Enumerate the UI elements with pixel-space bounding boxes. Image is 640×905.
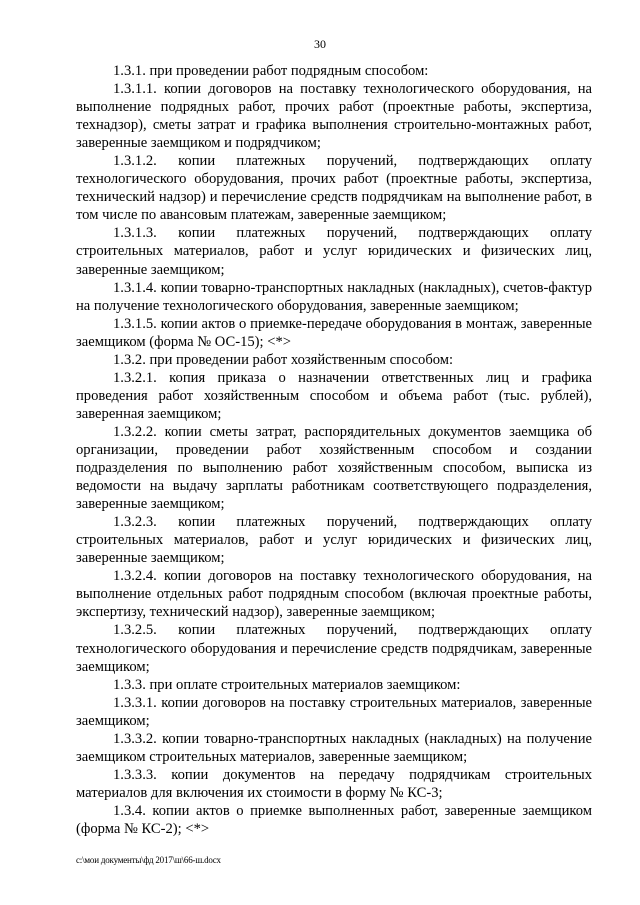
paragraph-1-3-2-5: 1.3.2.5. копии платежных поручений, подтверждающих оплату технологического оборудования и перечисление средств подрядчикам, заверенные заемщиком;	[76, 622, 592, 675]
paragraph-1-3-2-4: 1.3.2.4. копии договоров на поставку технологического оборудования, на выполнение отдельных работ подрядным способом (включая проектные работы, экспертизу, технический надзор), заверенные заемщиком;	[76, 568, 592, 621]
page-number: 30	[314, 37, 326, 51]
paragraph-1-3-3: 1.3.3. при оплате строительных материалов заемщиком:	[113, 676, 461, 693]
paragraph-1-3-1-3: 1.3.1.3. копии платежных поручений, подтверждающих оплату строительных материалов, работ и услуг юридических и физических лиц, заверенные заемщиком;	[76, 225, 592, 278]
paragraph-1-3-3-1: 1.3.3.1. копии договоров на поставку строительных материалов, заверенные заемщиком;	[76, 694, 592, 729]
document-body	[76, 62, 592, 838]
footer-file-path: c:\мои документы\фд 2017\ш\66-ш.docx	[76, 855, 221, 865]
paragraph-1-3-1-4: 1.3.1.4. копии товарно-транспортных накладных (накладных), счетов-фактур на получение технологического оборудования, заверенные заемщиком;	[76, 279, 592, 314]
paragraph-1-3-2-3: 1.3.2.3. копии платежных поручений, подтверждающих оплату строительных материалов, работ и услуг юридических и физических лиц, заверенные заемщиком;	[76, 514, 592, 567]
paragraph-1-3-2-1: 1.3.2.1. копия приказа о назначении ответственных лиц и графика проведения работ хозяйственным способом и объема работ (тыс. рублей), заверенная заемщиком;	[76, 369, 592, 422]
paragraph-1-3-2-2: 1.3.2.2. копии сметы затрат, распорядительных документов заемщика об организации, проведении работ хозяйственным способом и создании подразделения по выполнению работ хозяйственным способом, выписка из ведомости на выдачу зарплаты работникам соответствующего подразделения, заверенные заемщиком;	[76, 423, 592, 513]
paragraph-1-3-1-1: 1.3.1.1. копии договоров на поставку технологического оборудования, на выполнение подрядных работ, прочих работ (проектные работы, экспертиза, технадзор), сметы затрат и графика выполнения строительно-монтажных работ, заверенные заемщиком и подрядчиком;	[76, 81, 592, 152]
paragraph-1-3-4: 1.3.4. копии актов о приемке выполненных работ, заверенные заемщиком (форма № КС-2); <*>	[76, 802, 592, 837]
paragraph-1-3-3-3: 1.3.3.3. копии документов на передачу подрядчикам строительных материалов для включения их стоимости в форму № КС-3;	[76, 766, 592, 801]
paragraph-1-3-3-2: 1.3.3.2. копии товарно-транспортных накладных (накладных) на получение заемщиком строительных материалов, заверенные заемщиком;	[76, 730, 592, 765]
paragraph-1-3-1-2: 1.3.1.2. копии платежных поручений, подтверждающих оплату технологического оборудования, прочих работ (проектные работы, экспертиза, технический надзор) и перечисление средств подрядчикам на выполнение работ, в том числе по авансовым платежам, заверенные заемщиком;	[76, 153, 592, 224]
paragraph-1-3-2: 1.3.2. при проведении работ хозяйственным способом:	[113, 351, 454, 368]
paragraph-1-3-1-5: 1.3.1.5. копии актов о приемке-передаче оборудования в монтаж, заверенные заемщиком (форма № ОС-15); <*>	[76, 315, 592, 350]
paragraph-1-3-1: 1.3.1. при проведении работ подрядным способом:	[113, 63, 429, 79]
